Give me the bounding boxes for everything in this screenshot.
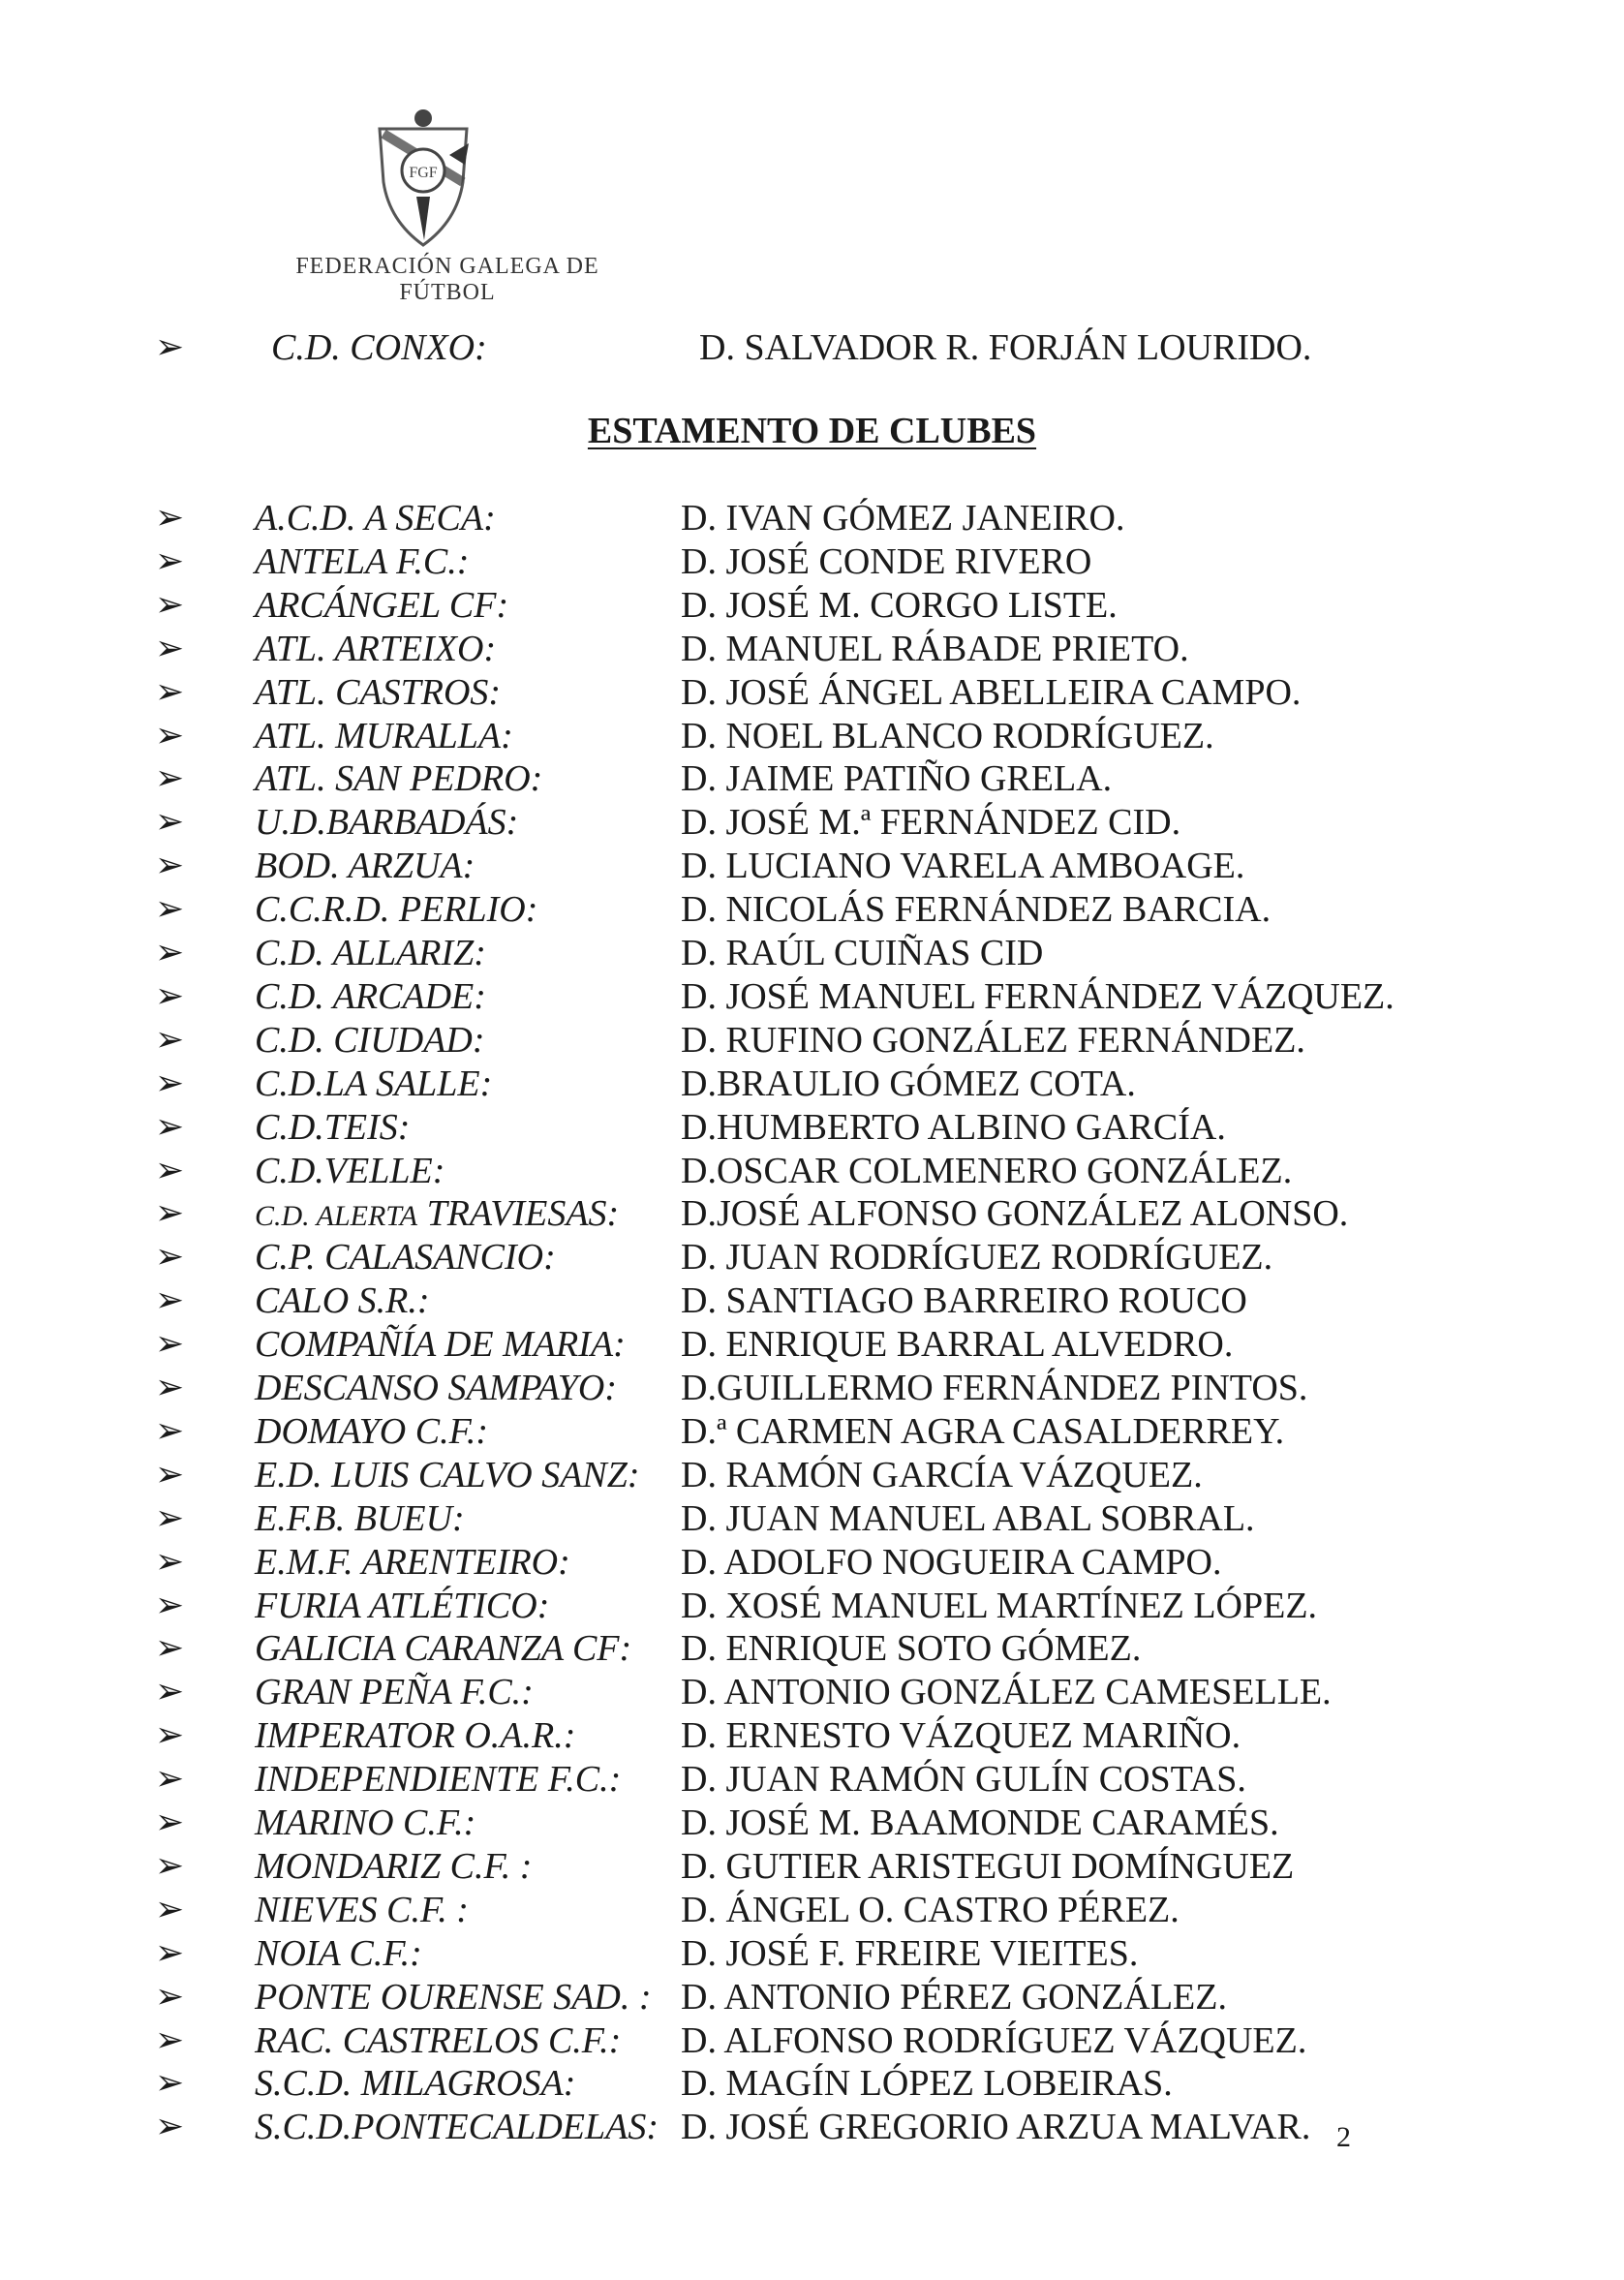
list-item	[0, 584, 1624, 627]
representative-name: D. JAIME PATIÑO GRELA.	[681, 758, 1113, 800]
representative-name: D. XOSÉ MANUEL MARTÍNEZ LÓPEZ.	[681, 1585, 1318, 1626]
club-name: ATL. ARTEIXO:	[255, 628, 497, 669]
representative-name: D. JOSÉ MANUEL FERNÁNDEZ VÁZQUEZ.	[681, 975, 1394, 1017]
list-item	[0, 2062, 1624, 2105]
list-item	[0, 757, 1624, 800]
club-name: C.D.LA SALLE:	[255, 1063, 493, 1104]
representative-name: D. JOSÉ GREGORIO ARZUA MALVAR.	[681, 2107, 1311, 2148]
bullet-arrow-icon: ➢	[155, 1541, 185, 1582]
representative-name: D. JOSÉ M.ª FERNÁNDEZ CID.	[681, 802, 1181, 844]
list-item	[0, 715, 1624, 757]
list-item	[0, 628, 1624, 670]
list-item	[0, 975, 1624, 1018]
list-item	[0, 1192, 1624, 1235]
bullet-arrow-icon: ➢	[155, 1193, 185, 1234]
list-item	[0, 1019, 1624, 1062]
list-item	[0, 671, 1624, 714]
bullet-arrow-icon: ➢	[155, 802, 185, 843]
bullet-arrow-icon: ➢	[155, 846, 185, 886]
club-name-suffix: TRAVIESAS:	[426, 1193, 620, 1235]
representative-name: D. ERNESTO VÁZQUEZ MARIÑO.	[681, 1715, 1241, 1757]
svg-text:FGF: FGF	[409, 165, 438, 181]
list-item	[0, 1497, 1624, 1540]
club-name: FURIA ATLÉTICO:	[255, 1585, 550, 1626]
club-name: GALICIA CARANZA CF:	[255, 1628, 632, 1670]
representative-name: D. IVAN GÓMEZ JANEIRO.	[681, 498, 1125, 539]
club-name: U.D.BARBADÁS:	[255, 802, 519, 844]
list-item	[0, 1410, 1624, 1453]
bullet-arrow-icon: ➢	[155, 1063, 185, 1103]
section-title: ESTAMENTO DE CLUBES	[587, 411, 1037, 451]
list-item	[0, 1758, 1624, 1801]
list-item	[0, 1714, 1624, 1757]
list-item	[0, 497, 1624, 539]
club-name: ARCÁNGEL CF:	[255, 584, 509, 626]
representative-name: D. JOSÉ M. BAAMONDE CARAMÉS.	[681, 1802, 1279, 1843]
federation-logo	[360, 105, 486, 250]
representative-name: D. NOEL BLANCO RODRÍGUEZ.	[681, 715, 1214, 756]
club-name: CALO S.R.:	[255, 1280, 430, 1322]
club-name: E.M.F. ARENTEIRO:	[255, 1541, 570, 1583]
list-item	[0, 1932, 1624, 1975]
representative-name: D. SALVADOR R. FORJÁN LOURIDO.	[699, 327, 1312, 368]
list-item	[0, 1279, 1624, 1322]
bullet-arrow-icon: ➢	[155, 715, 185, 755]
list-item	[0, 1627, 1624, 1670]
representative-name: D. JUAN RAMÓN GULÍN COSTAS.	[681, 1759, 1246, 1801]
club-name: C.D. ARCADE:	[255, 975, 486, 1017]
club-name: BOD. ARZUA:	[255, 846, 475, 887]
bullet-arrow-icon: ➢	[155, 1585, 185, 1625]
bullet-arrow-icon: ➢	[155, 1324, 185, 1365]
bullet-arrow-icon: ➢	[155, 889, 185, 930]
bullet-arrow-icon: ➢	[155, 1410, 185, 1451]
representative-name: D. JUAN RODRÍGUEZ RODRÍGUEZ.	[681, 1237, 1273, 1279]
list-item	[0, 1541, 1624, 1584]
bullet-arrow-icon: ➢	[155, 1019, 185, 1060]
list-item	[0, 1367, 1624, 1409]
list-item	[0, 1063, 1624, 1105]
club-name: S.C.D. MILAGROSA:	[255, 2063, 576, 2105]
list-item	[0, 1236, 1624, 1279]
representative-name: D. ÁNGEL O. CASTRO PÉREZ.	[681, 1889, 1180, 1930]
list-item	[0, 1976, 1624, 2018]
club-name: C.D.VELLE:	[255, 1150, 445, 1191]
representative-name: D. ENRIQUE BARRAL ALVEDRO.	[681, 1324, 1234, 1366]
club-name: NOIA C.F.:	[255, 1932, 422, 1974]
representative-name: D. SANTIAGO BARREIRO ROUCO	[681, 1280, 1247, 1322]
bullet-arrow-icon: ➢	[155, 1889, 185, 1929]
list-item	[0, 1585, 1624, 1627]
representative-name: D. GUTIER ARISTEGUI DOMÍNGUEZ	[681, 1845, 1295, 1887]
bullet-arrow-icon: ➢	[155, 584, 185, 625]
bullet-arrow-icon: ➢	[155, 2107, 185, 2147]
page-number: 2	[1336, 2121, 1351, 2153]
club-name: RAC. CASTRELOS C.F.:	[255, 2019, 622, 2061]
bullet-arrow-icon: ➢	[155, 1976, 185, 2017]
bullet-arrow-icon: ➢	[155, 1280, 185, 1321]
bullet-arrow-icon: ➢	[155, 1106, 185, 1147]
bullet-arrow-icon: ➢	[155, 1932, 185, 1973]
bullet-arrow-icon: ➢	[155, 975, 185, 1016]
club-name: A.C.D. A SECA:	[255, 498, 496, 539]
bullet-arrow-icon: ➢	[155, 671, 185, 712]
list-item	[0, 1671, 1624, 1713]
bullet-arrow-icon: ➢	[155, 2019, 185, 2060]
representative-name: D.HUMBERTO ALBINO GARCÍA.	[681, 1106, 1226, 1148]
representative-name: D. ENRIQUE SOTO GÓMEZ.	[681, 1628, 1142, 1670]
representative-name: D. ANTONIO PÉREZ GONZÁLEZ.	[681, 1976, 1227, 2018]
bullet-arrow-icon: ➢	[155, 498, 185, 538]
club-name: GRAN PEÑA F.C.:	[255, 1672, 534, 1713]
list-item	[0, 1845, 1624, 1888]
club-name: ANTELA F.C.:	[255, 540, 470, 582]
representative-name: D. ANTONIO GONZÁLEZ CAMESELLE.	[681, 1672, 1332, 1713]
club-name: C.D.TEIS:	[255, 1106, 411, 1148]
list-item	[0, 2019, 1624, 2062]
club-name: E.D. LUIS CALVO SANZ:	[255, 1454, 640, 1495]
club-name: S.C.D.PONTECALDELAS:	[255, 2107, 659, 2148]
representative-name: D. MAGÍN LÓPEZ LOBEIRAS.	[681, 2063, 1173, 2105]
representative-name: D. RUFINO GONZÁLEZ FERNÁNDEZ.	[681, 1019, 1305, 1061]
representative-name: D. JUAN MANUEL ABAL SOBRAL.	[681, 1497, 1255, 1539]
federation-crest-icon	[360, 105, 486, 250]
list-item	[0, 801, 1624, 844]
list-item	[0, 1106, 1624, 1149]
bullet-arrow-icon: ➢	[155, 2063, 185, 2104]
list-item	[0, 1802, 1624, 1844]
bullet-arrow-icon: ➢	[155, 327, 185, 367]
representative-name: D. ALFONSO RODRÍGUEZ VÁZQUEZ.	[681, 2019, 1307, 2061]
list-item	[0, 326, 1624, 369]
bullet-arrow-icon: ➢	[155, 1628, 185, 1669]
representative-name: D. NICOLÁS FERNÁNDEZ BARCIA.	[681, 889, 1272, 931]
list-item	[0, 1323, 1624, 1366]
club-name: ATL. SAN PEDRO:	[255, 758, 543, 800]
list-item	[0, 1454, 1624, 1496]
list-item	[0, 1889, 1624, 1931]
club-name	[255, 1192, 619, 1238]
bullet-arrow-icon: ➢	[155, 1454, 185, 1494]
bullet-arrow-icon: ➢	[155, 1802, 185, 1842]
bullet-arrow-icon: ➢	[155, 1759, 185, 1800]
list-item	[0, 888, 1624, 931]
list-item	[0, 845, 1624, 887]
bullet-arrow-icon: ➢	[155, 540, 185, 581]
bullet-arrow-icon: ➢	[155, 1672, 185, 1712]
representative-name: D. JOSÉ M. CORGO LISTE.	[681, 584, 1118, 626]
bullet-arrow-icon: ➢	[155, 1845, 185, 1886]
club-name: MONDARIZ C.F. :	[255, 1845, 533, 1887]
club-name-prefix: C.D. ALERTA	[255, 1200, 418, 1233]
bullet-arrow-icon: ➢	[155, 628, 185, 668]
representative-name: D. JOSÉ ÁNGEL ABELLEIRA CAMPO.	[681, 671, 1302, 713]
bullet-arrow-icon: ➢	[155, 758, 185, 799]
representative-name: D. RAÚL CUIÑAS CID	[681, 933, 1044, 973]
club-name: ATL. CASTROS:	[255, 671, 502, 713]
club-name: INDEPENDIENTE F.C.:	[255, 1759, 622, 1801]
bullet-arrow-icon: ➢	[155, 1150, 185, 1190]
club-name: COMPAÑÍA DE MARIA:	[255, 1324, 626, 1366]
club-name: ATL. MURALLA:	[255, 715, 513, 756]
representative-name: D.JOSÉ ALFONSO GONZÁLEZ ALONSO.	[681, 1193, 1349, 1235]
club-name: C.C.R.D. PERLIO:	[255, 889, 538, 931]
club-name: E.F.B. BUEU:	[255, 1497, 465, 1539]
club-name: MARINO C.F.:	[255, 1802, 476, 1843]
representative-name: D. ADOLFO NOGUEIRA CAMPO.	[681, 1541, 1222, 1583]
list-item	[0, 932, 1624, 974]
representative-name: D.BRAULIO GÓMEZ COTA.	[681, 1063, 1136, 1104]
representative-name: D.GUILLERMO FERNÁNDEZ PINTOS.	[681, 1368, 1308, 1408]
representative-name: D. JOSÉ CONDE RIVERO	[681, 540, 1092, 582]
club-name: DOMAYO C.F.:	[255, 1410, 489, 1452]
bullet-arrow-icon: ➢	[155, 1368, 185, 1407]
club-name: DESCANSO SAMPAYO:	[255, 1368, 618, 1408]
representative-name: D. LUCIANO VARELA AMBOAGE.	[681, 846, 1245, 887]
bullet-arrow-icon: ➢	[155, 933, 185, 972]
club-name: C.D. CIUDAD:	[255, 1019, 485, 1061]
federation-name: FEDERACIÓN GALEGA DE FÚTBOL	[295, 254, 599, 305]
list-item	[0, 2106, 1624, 2148]
representative-name: D. MANUEL RÁBADE PRIETO.	[681, 628, 1189, 669]
representative-name: D.OSCAR COLMENERO GONZÁLEZ.	[681, 1150, 1293, 1191]
club-name: C.D. CONXO:	[271, 327, 487, 368]
bullet-arrow-icon: ➢	[155, 1497, 185, 1538]
list-item	[0, 1150, 1624, 1192]
representative-name: D. JOSÉ F. FREIRE VIEITES.	[681, 1932, 1139, 1974]
bullet-arrow-icon: ➢	[155, 1237, 185, 1278]
representative-name: D.ª CARMEN AGRA CASALDERREY.	[681, 1410, 1285, 1452]
club-name: NIEVES C.F. :	[255, 1889, 469, 1930]
representative-name: D. RAMÓN GARCÍA VÁZQUEZ.	[681, 1454, 1203, 1495]
list-item	[0, 540, 1624, 583]
club-name: C.P. CALASANCIO:	[255, 1237, 556, 1279]
club-name: PONTE OURENSE SAD. :	[255, 1976, 652, 2018]
club-name: C.D. ALLARIZ:	[255, 933, 486, 973]
club-name: IMPERATOR O.A.R.:	[255, 1715, 576, 1757]
bullet-arrow-icon: ➢	[155, 1715, 185, 1756]
